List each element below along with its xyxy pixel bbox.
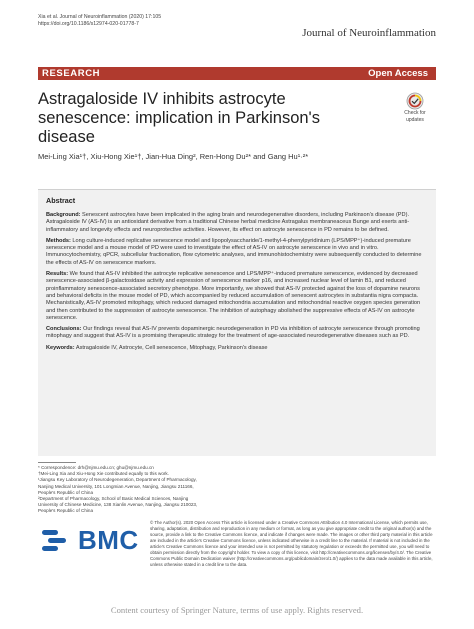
bmc-logo [38, 521, 138, 567]
abstract-background [46, 212, 428, 234]
bmc-logo-icon [38, 524, 74, 560]
footnote-rule [38, 462, 76, 463]
check-updates-icon [406, 92, 424, 110]
abstract-keywords [46, 345, 428, 352]
section-banner [38, 67, 436, 80]
journal-name: Journal of Neuroinflammation [302, 27, 436, 39]
bmc-logo-text: BMC [78, 525, 139, 555]
correspondence-note: * Correspondence: drh@njmu.edu.cn; ghu@njmu.edu.cn [38, 465, 154, 470]
check-for-updates-badge[interactable] [396, 92, 434, 126]
abstract-methods [46, 238, 428, 267]
abstract-results [46, 271, 428, 322]
methods-text: Long culture-induced replicative senescence model and lipopolysaccharide/1-methyl-4-phenylpyridinium (LPS/MPP⁺)-induced premature senescence model and a mouse model of PD were used to investigate the effect of AS-IV on astrocyte senescence in vivo and in vitro. Immunocytochemistry, qPCR, subcellular fractionation, flow cytometric analyses, and immunohistochemistry were subsequently conducted to determine the effects of AS-IV on senescence markers. [46, 237, 422, 266]
background-label: Background: [46, 212, 81, 218]
results-label: Results: [46, 271, 69, 278]
section-label: RESEARCH [42, 68, 101, 79]
article-title: Astragaloside IV inhibits astrocyte senescence: implication in Parkinson's disease [38, 90, 320, 146]
check-updates-text-2: updates [406, 116, 424, 123]
footnotes [38, 462, 208, 515]
conclusions-text: Our findings reveal that AS-IV prevents dopaminergic neurodegeneration in PD via inhibition of astrocyte senescence through promoting mitophagy and suggest that AS-IV is a promising therapeutic strategy for the treatment of age-associated neurodegenerative diseases such as PD. [46, 326, 420, 340]
citation-line: Xia et al. Journal of Neuroinflammation (2020) 17:105 [38, 14, 162, 20]
license-text: © The Author(s). 2020 Open Access This article is licensed under a Creative Commons Attribution 4.0 International License, which permits use, sharing, adaptation, distribution and reproduction in any medium or format, as long as you give appropriate credit to the original author(s) and the source, provide a link to the Creative Commons licence, and indicate if changes were made. The images or other third party material in this article are included in the article's Creative Commons licence, unless indicated otherwise in a credit line to the material. If material is not included in the article's Creative Commons licence and your intended use is not permitted by statutory regulation or exceeds the permitted use, you will need to obtain permission directly from the copyright holder. To view a copy of this licence, visit http://creativecommons.org/licenses/by/4.0/. The Creative Commons Public Domain Dedication waiver (http://creativecommons.org/publicdomain/zero/1.0/) applies to the data made available in this article, unless otherwise stated in a credit line to the data. [150, 520, 433, 567]
results-text: We found that AS-IV inhibited the astrocyte replicative senescence and LPS/MPP⁺-induced premature senescence, evidenced by decreased senescence-associated β-galactosidase activity and expression of senescence marker p16, and increased nuclear level of lamin B1, and reduced proinflammatory senescence-associated secretory phenotype. More importantly, we showed that AS-IV protected against the loss of dopamine neurons and behavioral deficits in the mouse model of PD, which accompanied by reduced accumulation of senescent astrocytes in substantia nigra compacta. Mechanistically, AS-IV promoted mitophagy, which reduced damaged mitochondria accumulation and mitochondrial reactive oxygen species generation and then contributed to the suppression of astrocyte senescence. The inhibition of autophagy abolished the suppressive effects of AS-IV on astrocyte senescence. [46, 271, 421, 321]
check-updates-text-1: Check for [404, 110, 426, 116]
abstract-heading: Abstract [46, 196, 76, 205]
courtesy-footer: Content courtesy of Springer Nature, terms of use apply. Rights reserved. [110, 605, 364, 615]
equal-contribution-note: †Mei-Ling Xia and Xiu-Hong Xie contributed equally to this work. [38, 471, 169, 477]
doi-link[interactable]: https://doi.org/10.1186/s12974-020-01778-7 [38, 21, 139, 27]
methods-label: Methods: [46, 237, 71, 244]
author-list: Mei-Ling Xia¹†, Xiu-Hong Xie¹†, Jian-Hua Ding², Ren-Hong Du²* and Gang Hu¹·²* [38, 152, 309, 161]
citation-block [38, 14, 161, 28]
background-text: Senescent astrocytes have been implicated in the aging brain and neurodegenerative disorders, including Parkinson's disease (PD). Astragaloside IV (AS-IV) is an antioxidant derivative from a traditional Chinese herbal medicine Astragalus membraneaceus Bunge and exerts anti-inflammatory and longevity effects and neuroprotective activities. However, its effect on astrocyte senescence in PD remains to be defined. [46, 212, 410, 233]
keywords-text: Astragaloside IV, Astrocyte, Cell senescence, Mitophagy, Parkinson's disease [74, 344, 268, 351]
affiliation-2: ²Department of Pharmacology, School of Basic Medical Sciences, Nanjing University of Chinese Medicine, 138 Xianlin Avenue, Nanjing, Jiangsu 210023, People's Republic of China [38, 496, 198, 514]
keywords-label: Keywords: [46, 344, 75, 351]
abstract-box [38, 189, 436, 456]
open-access-label: Open Access [368, 68, 428, 79]
conclusions-label: Conclusions: [46, 326, 82, 333]
abstract-conclusions [46, 326, 428, 341]
affiliation-1: ¹Jiangsu Key Laboratory of Neurodegeneration, Department of Pharmacology, Nanjing Medical University, 101 Longmian Avenue, Nanjing, Jiangsu 211166, People's Republic of China [38, 477, 197, 495]
